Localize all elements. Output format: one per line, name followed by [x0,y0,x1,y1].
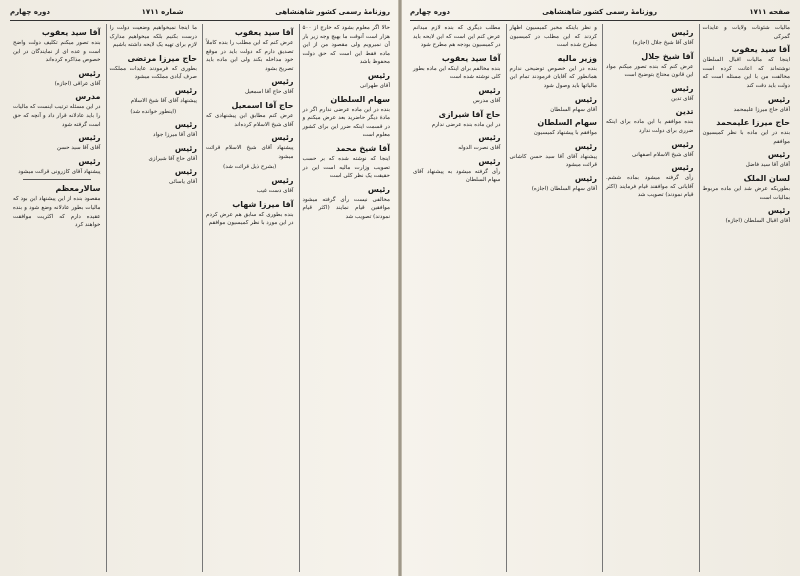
paragraph: بنده بطوری که سابق هم عرض کردم در این مورد با نظر کمیسیون موافقم [206,211,294,227]
paragraph: آقای سهام السلطان [550,106,597,113]
speaker-name: آقا سید یعقوب [234,28,294,37]
procedural-note: (اینطور خوانده شد) [130,108,177,115]
speaker-name: آقا شیخ محمد [335,143,390,153]
speaker-name: سالارمعظم [55,184,101,194]
paragraph: آقای سهام السلطان (اجازه) [531,185,597,192]
speaker-name: تدین [675,107,694,117]
paragraph: آقای یاسائی [169,179,197,186]
text-column [506,24,598,572]
speaker-name: رئیس [767,206,790,216]
left-header-center: شماره ۱۷۱۱ [141,8,184,16]
speaker-name: لسان الملک [743,173,790,183]
right-page [400,0,800,576]
paragraph: رأی گرفته میشود به پیشنهاد آقای سهام السلطان [413,168,501,184]
speaker-name: سهام السلطان [330,94,390,104]
paragraph: آقای حاج آقا اسمعیل [245,89,294,96]
paragraph: مالیات شئونات ولایات و عایدات گمرکی [702,25,790,40]
speaker-name: رئیس [767,150,790,160]
speaker-name: رئیس [271,133,294,143]
speaker-name: رئیس [574,141,597,151]
speaker-name: رئیس [767,94,790,104]
paragraph: مقصود بنده از این پیشنهاد این بود که مالیات بطور عادلانه وضع شود و بنده عقیده دارم که اکثریت موافقت خواهند کرد [13,196,101,229]
left-header-left: دوره چهارم [10,8,50,16]
paragraph: ما اینجا نمیخواهیم وضعیت دولت را درست بکنیم بلکه میخواهیم مدارک لازم برای تهیه یک لایحه داشته باشیم [109,25,197,49]
speaker-name: آقا سید یعقوب [41,28,101,37]
paragraph: در این مسئله ترتیب اینست که مالیات را باید عادلانه قرار داد و آنچه که حق است گرفته شود [13,104,101,128]
text-column [10,24,101,572]
text-column [106,24,198,572]
paragraph: پیشنهاد آقای کازرونی قرائت میشود [18,168,101,175]
text-column [202,24,294,572]
speaker-name: رئیس [78,156,101,166]
paragraph: بنده در این ماده با نظر کمیسیون موافقم [702,130,790,145]
paragraph: آقای آقا سید فاضل [745,162,790,169]
right-header-center: روزنامهٔ رسمی کشور شاهنشاهی [542,8,658,16]
paragraph: بطوریکه عرض شد این ماده مربوط بمالیات است [702,185,790,201]
speaker-name: رئیس [671,163,694,173]
text-column [299,24,391,572]
speaker-name: رئیس [574,94,597,104]
speaker-name: رئیس [367,184,390,194]
speaker-name: مدرس [75,92,101,102]
paragraph: آقای شیخ الاسلام اصفهانی [632,151,694,158]
paragraph: بنده در این خصوص توضیحی ندارم همانطور که آقایان فرمودند تمام این مالیاتها باید وصول شود [509,65,597,89]
paragraph: بطوری که فرمودند عایدات مملکت صرف آبادی مملکت میشود [109,65,197,81]
right-page-header [410,6,790,21]
speaker-name: رئیس [671,28,694,37]
paragraph: آقای طهرانی [360,82,390,89]
left-header-right: روزنامهٔ رسمی کشور شاهنشاهی [275,8,390,16]
paragraph: آقای اقبال السلطان (اجازه) [725,218,790,225]
paragraph: آقای تدین [671,95,694,102]
section-divider [23,179,91,180]
text-column [410,24,501,572]
speaker-name: رئیس [574,173,597,183]
paragraph: آقای حاج میرزا علیمحمد [733,106,790,113]
paragraph: آقای عراقی (اجازه) [54,80,101,87]
paragraph: پیشنهاد آقای آقا شیخ الاسلام [130,97,197,104]
speaker-name: رئیس [271,77,294,87]
speaker-name: رئیس [671,139,694,149]
speaker-name: رئیس [478,85,501,95]
paragraph: پیشنهاد آقای شیخ الاسلام قرائت میشود [206,145,294,160]
paragraph: و نظر باینکه مخبر کمیسیون اظهار کردند که این مطلب در کمیسیون مطرح شده است [509,25,597,49]
paragraph: موافقم با پیشنهاد کمیسیون [533,130,597,137]
paragraph: بنده در این ماده عرضی ندارم اگر در مادهٔ دیگر حاضرید بعد عرض میکنم و در قسمت اینکه ضرر این برای کشور معلوم است [302,106,390,139]
paragraph: بنده تصور میکنم تکلیف دولت واضح است و عده ای از نمایندگان در این خصوص مذاکره کرده‌اند [13,40,101,64]
speaker-name: رئیس [78,133,101,143]
speaker-name: حاج آقا شیرازی [438,109,501,119]
left-page-header [10,6,390,21]
paragraph: حالا اگر معلوم بشود که خارج از ۵۰۰ هزار است آنوقت ما بهیچ وجه زیر بار آن نمیرویم ولی مقصود من از این ماده فقط این است که حق دولت محفوظ باشد [302,25,390,66]
speaker-name: رئیس [174,85,197,95]
paragraph: اینجا که مالیات اقبال السلطان نوشته‌اند که اعانت کرده است مخالفت من با این مسئله است که دولت باید دقت کند [702,57,790,89]
right-header-left: دوره چهارم [410,8,450,16]
speaker-name: آقا سید یعقوب [731,45,790,55]
paragraph: آقای حاج آقا شیرازی [148,155,197,162]
paragraph: آقای دست غیب [256,187,294,194]
paragraph: آقای آقا سید حسن [56,145,101,152]
paragraph: عرض کنم مطابق این پیشنهادی که آقای شیخ الاسلام کرده‌اند [206,112,294,128]
text-column [699,24,791,572]
paragraph: رأی گرفته میشود بماده ششم. آقایانی که موافقند قیام فرمایند (اکثر قیام نمودند) تصویب شد [606,175,694,199]
paragraph: آقای مدرس [472,97,501,104]
paragraph: عرض کنم که این مطلب را بنده کاملاً تصدیق دارم که دولت باید در موقع خود مداخله بکند ولی این ماده باید تصریح بشود [206,40,294,72]
speaker-name: وزیر مالیه [557,53,597,63]
speaker-name: آقا میرزا شهاب [232,199,294,209]
procedural-note: (بشرح ذیل قرائت شد) [223,164,277,171]
speaker-name: رئیس [671,83,694,93]
page-gutter [398,0,402,576]
speaker-name: سهام السلطان [537,118,597,128]
speaker-name: رئیس [174,167,197,177]
speaker-name: حاج میرزا مرتضی [127,53,197,63]
right-page-columns [410,24,790,572]
right-header-right: صفحه ۱۷۱۱ [749,8,790,16]
speaker-name: آقا سید یعقوب [441,53,501,63]
paragraph: در این ماده بنده عرضی ندارم [431,121,501,128]
speaker-name: رئیس [478,133,501,143]
paragraph: آقای آقا شیخ جلال (اجازه) [632,40,694,46]
paragraph: مطلب دیگری که بنده لازم میدانم عرض کنم این است که این لایحه باید در کمیسیون بودجه هم مطرح شود [413,25,501,49]
speaker-name: رئیس [271,175,294,185]
speaker-name: رئیس [174,143,197,153]
paragraph: بنده مخالفم برای اینکه این ماده بطور کلی نوشته شده است [413,65,501,81]
speaker-name: رئیس [174,120,197,130]
speaker-name: آقا شیخ جلال [641,51,694,61]
speaker-name: رئیس [78,68,101,78]
speaker-name: حاج میرزا علیمحمد [716,118,790,128]
speaker-name: رئیس [478,156,501,166]
paragraph: بنده موافقم با این ماده برای اینکه ضرری برای دولت ندارد [606,119,694,134]
text-column [602,24,694,572]
paragraph: پیشنهاد آقای آقا سید حسن کاشانی قرائت میشود [509,153,597,169]
paragraph: آقای نصرت الدوله [458,145,501,152]
speaker-name: رئیس [367,70,390,80]
paragraph: مخالفی نیست رأی گرفته میشود موافقین قیام نمایند (اکثر قیام نمودند) تصویب شد [302,196,390,220]
paragraph: عرض کنم که بنده تصور میکنم مواد این قانون محتاج بتوضیح است [606,63,694,79]
speaker-name: حاج آقا اسمعیل [231,100,294,110]
left-page-columns [10,24,390,572]
paragraph: اینجا که نوشته شده که بر حسب تصویب وزارت مالیه است این در حقیقت یک نظر کلی است [302,155,390,180]
paragraph: آقای آقا میرزا جواد [153,132,197,139]
